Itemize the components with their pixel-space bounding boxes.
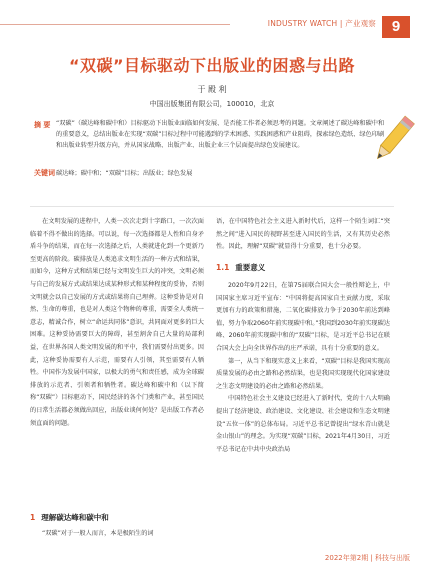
body-paragraph: 第一，从当下和现实意义上来看，“双碳”目标是我国实现高质量发展的必由之路和必然结果，也是我国实现现代化国家建设之生态文明建设的必由之路和必然结果。 — [216, 357, 390, 390]
header-rule — [0, 24, 230, 25]
abstract-block — [34, 118, 394, 198]
left-column-tail — [30, 528, 204, 541]
page-number: 9 — [382, 16, 410, 38]
heading-text: 重要意义 — [235, 263, 266, 272]
running-footer: 2022年第2期 | 科技与出版 — [324, 554, 410, 562]
section-divider — [30, 206, 394, 207]
running-header — [0, 16, 424, 34]
body-paragraph: 2020年9月22日，在第75届联合国大会一般性辩论上，中国国家主席习近平宣布：“中国将提高国家自主贡献力度，采取更加有力的政策和措施，二氧化碳排放力争于2030年前达到峰值，努力争取2060年前实现碳中和。”我国到2030年前实现碳达峰、2060年前实现碳中和的“双碳”目标，是习近平总书记在联合国大会上向全世界作出的庄严承诺，具有十分重要的意义。 — [216, 282, 390, 352]
body-paragraph: “双碳”对于一般人而言，本是极陌生的词 — [42, 530, 154, 537]
pen-icon — [370, 112, 416, 168]
left-column — [30, 216, 204, 430]
body-paragraph: 在文明发展的进程中，人类一次次走到十字路口，一次次面临着不得不做出的选择。可以说，每一次选择都是人性和自身矛盾斗争的结果，而在每一次选择之后，人类就进化到一个更新乃至更高的阶段。碳排放是人类追求文明生活的一种方式和结果，而如今，这种方式和结果已经与文明发生巨大的冲突，文明必须与自己的发展方式或结果达成某种形式和某种程度的妥协，否则文明就会以自己发展的方式或结果将自己埋葬。这种妥协是对自然、生命的尊重，也是对人类这个物种的尊重，需要全人类统一意志，精诚合作，树立“命运共同体”意识，共同面对更多的巨大困难。这种妥协需要巨大的障碍，甚至割舍自己大量的局部利益，在世界各国人类文明发展的和平中，我们需要付出更多。因此，这种妥协需要有人示范，需要有人引领，其至需要有人牺牲。中国作为发展中国家，以极大的勇气和责任感，成为全球碳排放的示范者、引领者和牺牲者。碳达峰和碳中和（以下简称“双碳”）目标驱动下，国民经济的各个门类和产业，甚至国民的日常生活都必须做出回应，出版业谈何何处？是出版工作者必须直面的问题。 — [30, 218, 204, 427]
author-name: 于 殿 利 — [197, 85, 227, 94]
keywords-text: 碳达峰；碳中和；“双碳”目标；出版业；绿色发展 — [56, 170, 193, 177]
body-paragraph: 中国特色社会主义建设已经进入了新时代，党的十八大明确提出了经济建设、政治建设、文化建设、社会建设和生态文明建设“五位一体”的总体布局。习近平总书记曾提出“绿水青山就是金山银山”的理念。为实现“双碳”目标，2021年4月30日，习近平总书记在中共中央政治局 — [216, 395, 390, 453]
body-paragraph: 语，在中国特色社会主义进入新时代后，这样一个陌生词汇“突然之间”进入国民的视野甚至进入国民的生活，又有其历史必然性。因此，理解“双碳”就显得十分重要，也十分必要。 — [216, 218, 390, 251]
heading-number: 1 — [30, 513, 36, 522]
heading-text: 理解碳达峰和碳中和 — [41, 513, 109, 522]
right-column — [216, 280, 390, 456]
heading-number: 1.1 — [216, 263, 230, 272]
abstract-label: 摘 要 — [34, 121, 51, 129]
article-title: “双碳”目标驱动下出版业的困惑与出路 — [68, 56, 356, 75]
section-label: INDUSTRY WATCH | 产业观察 — [267, 19, 376, 28]
section-heading-1 — [30, 512, 109, 523]
abstract-text: “双碳”（碳达峰和碳中和）目标驱动下出版业面临如何发展、是否能工作者必须思考的问题。文章阐述了碳达峰和碳中和的重要意义，总结出版业在实现“双碳”目标过程中可能遇到的学术困惑、实践困惑和产业阻碍，探索绿色造纸、绿色印刷和出版业转型升级方向，并从国家战略、出版产业、出版企业三个层面提出绿色发展建议。 — [56, 120, 385, 149]
keywords-label: 关键词 — [34, 169, 55, 177]
section-heading-1-1 — [216, 262, 265, 273]
right-column-top — [216, 216, 390, 254]
author-affiliation: 中国出版集团有限公司，100010，北京 — [149, 100, 275, 108]
